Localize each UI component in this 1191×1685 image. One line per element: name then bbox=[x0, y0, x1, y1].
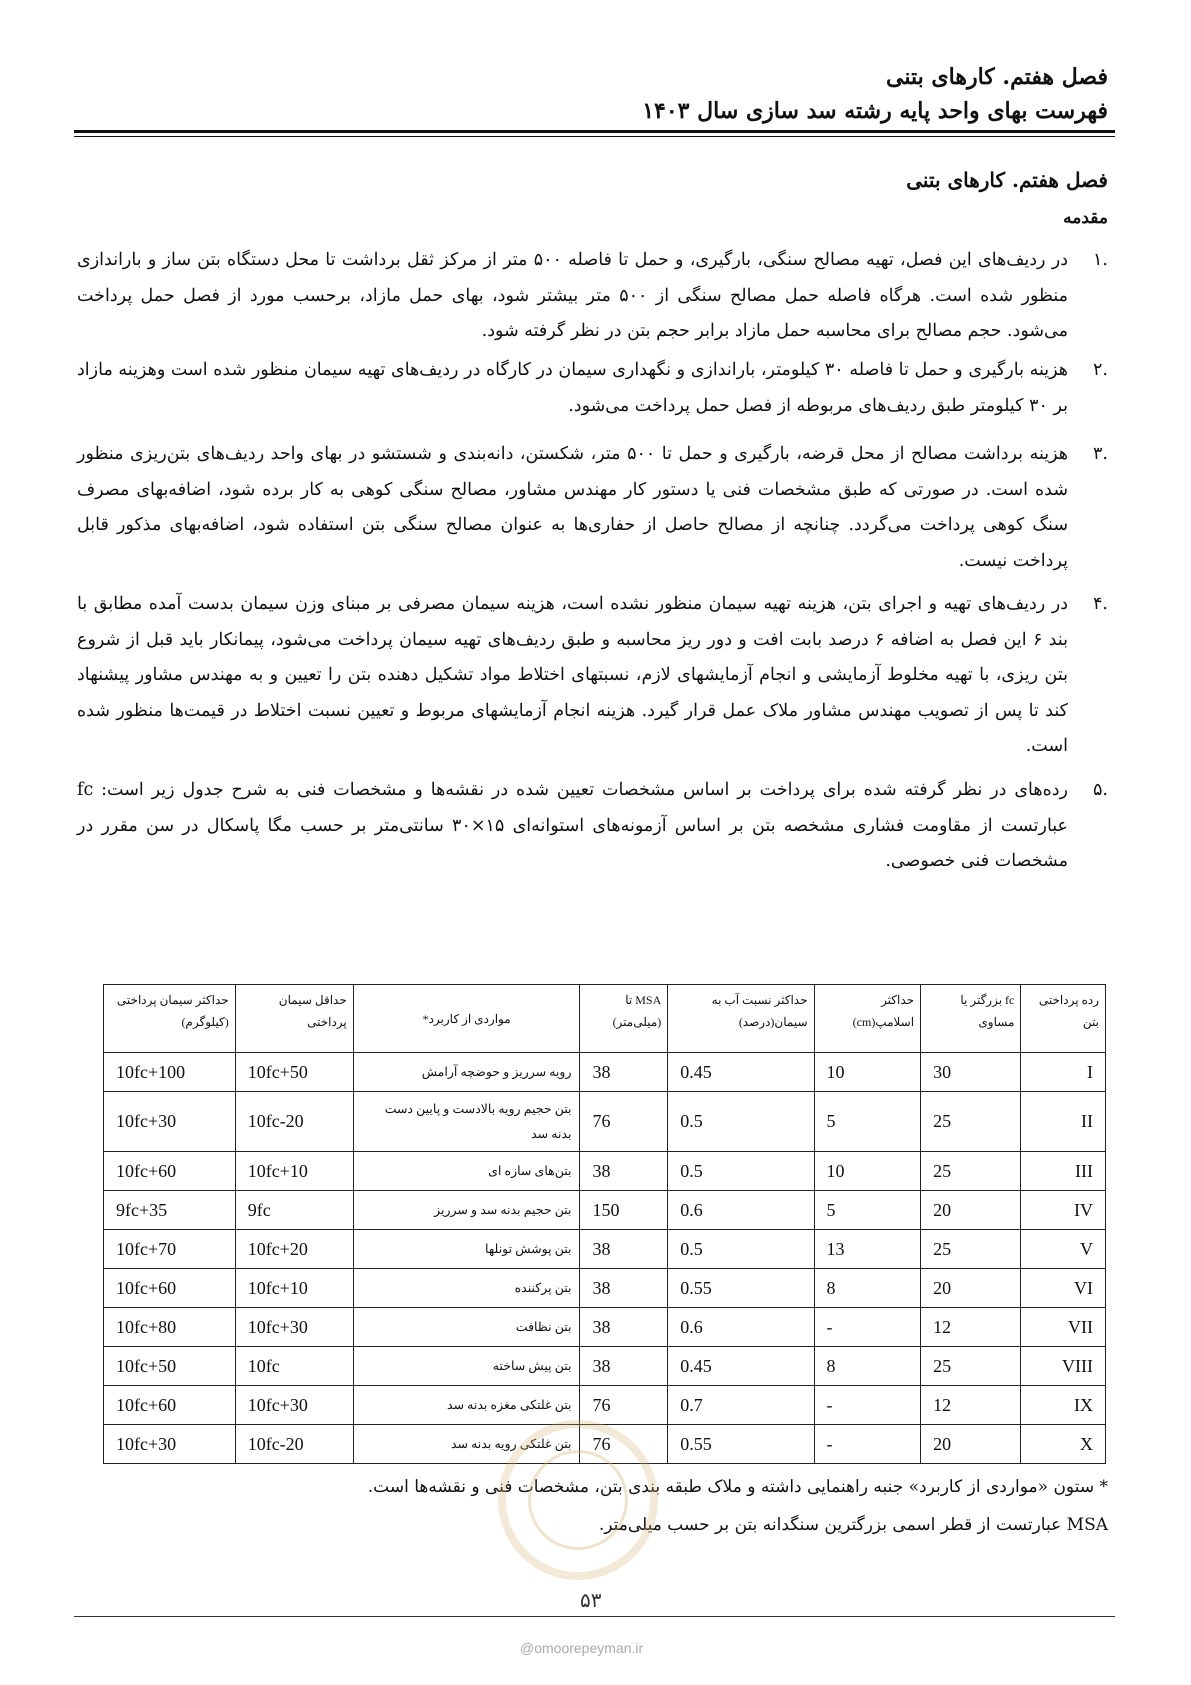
cell-water-cement: 0.5 bbox=[668, 1092, 814, 1152]
cell-usage: بتن نظافت bbox=[353, 1308, 580, 1347]
cell-grade: VI bbox=[1021, 1269, 1106, 1308]
cell-fc: 30 bbox=[921, 1053, 1021, 1092]
table-header-row bbox=[104, 985, 1106, 1053]
table-body bbox=[104, 1053, 1106, 1464]
cell-slump: - bbox=[814, 1425, 921, 1464]
cell-fc: 12 bbox=[921, 1308, 1021, 1347]
cell-min-cement: 10fc+30 bbox=[235, 1308, 353, 1347]
cell-fc: 12 bbox=[921, 1386, 1021, 1425]
table-row bbox=[104, 1386, 1106, 1425]
header-chapter-title: فصل هفتم. کارهای بتنی bbox=[886, 64, 1108, 90]
cell-msa: 76 bbox=[580, 1425, 668, 1464]
table-row bbox=[104, 1308, 1106, 1347]
header-document-title: فهرست بهای واحد پایه رشته سد سازی سال ۱۴۰۳ bbox=[642, 98, 1108, 124]
cell-max-cement: 10fc+60 bbox=[104, 1386, 236, 1425]
cell-max-cement: 10fc+100 bbox=[104, 1053, 236, 1092]
paragraph-text: هزینه بارگیری و حمل تا فاصله ۳۰ کیلومتر، باراندازی و نگهداری سیمان در کارگاه در ردیف‌های تهیه سیمان منظور شده است وهزینه مازاد بر ۳۰ کیلومتر طبق ردیف‌های مربوطه از فصل حمل پرداخت می‌شود. bbox=[77, 360, 1068, 416]
cell-min-cement: 9fc bbox=[235, 1191, 353, 1230]
paragraph-number: .۱ bbox=[1093, 250, 1108, 270]
cell-water-cement: 0.7 bbox=[668, 1386, 814, 1425]
paragraph-text: در ردیف‌های این فصل، تهیه مصالح سنگی، بارگیری، و حمل تا فاصله ۵۰۰ متر از مرکز ثقل برداشت تا محل دستگاه بتن ساز و باراندازی منظور شده است. هرگاه فاصله حمل مصالح سنگی از ۵۰۰ متر بیشتر شود، بهای حمل مازاد، برحسب مورد از فصل حمل پرداخت می‌شود. حجم مصالح برای محاسبه حمل مازاد برابر حجم بتن در نظر گرفته شود. bbox=[77, 250, 1068, 341]
concrete-grade-table-wrap bbox=[103, 984, 1106, 1464]
cell-slump: - bbox=[814, 1308, 921, 1347]
cell-msa: 38 bbox=[580, 1230, 668, 1269]
header-slump: حداکثر اسلامپ(cm) bbox=[814, 985, 921, 1053]
cell-slump: - bbox=[814, 1386, 921, 1425]
cell-slump: 13 bbox=[814, 1230, 921, 1269]
cell-msa: 38 bbox=[580, 1347, 668, 1386]
footer-url: @omoorepeyman.ir bbox=[520, 1640, 644, 1656]
cell-water-cement: 0.45 bbox=[668, 1053, 814, 1092]
cell-fc: 20 bbox=[921, 1191, 1021, 1230]
cell-msa: 76 bbox=[580, 1386, 668, 1425]
cell-slump: 5 bbox=[814, 1191, 921, 1230]
cell-usage: رویه سرریز و حوضچه آرامش bbox=[353, 1053, 580, 1092]
cell-grade: VIII bbox=[1021, 1347, 1106, 1386]
usage-footnote: * ستون «مواردی از کاربرد» جنبه راهنمایی داشته و ملاک طبقه بندی بتن، مشخصات فنی و نقشه‌ها است. bbox=[367, 1477, 1108, 1497]
cell-usage: بتن حجیم بدنه سد و سرریز bbox=[353, 1191, 580, 1230]
cell-min-cement: 10fc+10 bbox=[235, 1152, 353, 1191]
table-row bbox=[104, 1230, 1106, 1269]
cell-water-cement: 0.45 bbox=[668, 1347, 814, 1386]
cell-grade: V bbox=[1021, 1230, 1106, 1269]
header-min-cement: حداقل سیمان پرداختی bbox=[235, 985, 353, 1053]
cell-slump: 8 bbox=[814, 1347, 921, 1386]
paragraph-number: .۵ bbox=[1093, 780, 1108, 800]
cell-fc: 25 bbox=[921, 1230, 1021, 1269]
cell-grade: IX bbox=[1021, 1386, 1106, 1425]
cell-water-cement: 0.55 bbox=[668, 1269, 814, 1308]
seal-inner-ring bbox=[528, 1450, 628, 1550]
chapter-title: فصل هفتم. کارهای بتنی bbox=[906, 168, 1108, 192]
cell-min-cement: 10fc+50 bbox=[235, 1053, 353, 1092]
table-row bbox=[104, 1191, 1106, 1230]
cell-usage: بتن غلتکی رویه بدنه سد bbox=[353, 1425, 580, 1464]
cell-max-cement: 10fc+50 bbox=[104, 1347, 236, 1386]
header-max-cement: حداکثر سیمان پرداختی (کیلوگرم) bbox=[104, 985, 236, 1053]
cell-usage: بتن غلتکی مغزه بدنه سد bbox=[353, 1386, 580, 1425]
cell-min-cement: 10fc+20 bbox=[235, 1230, 353, 1269]
paragraph-2 bbox=[77, 353, 1108, 433]
table-row bbox=[104, 1269, 1106, 1308]
header-usage: مواردی از کاربرد* bbox=[353, 985, 580, 1053]
header-fc: fc بزرگتر یا مساوی bbox=[921, 985, 1021, 1053]
cell-grade: I bbox=[1021, 1053, 1106, 1092]
cell-usage: بتن پرکننده bbox=[353, 1269, 580, 1308]
cell-fc: 20 bbox=[921, 1425, 1021, 1464]
cell-fc: 20 bbox=[921, 1269, 1021, 1308]
cell-max-cement: 10fc+60 bbox=[104, 1152, 236, 1191]
header-msa: MSA تا (میلی‌متر) bbox=[580, 985, 668, 1053]
cell-slump: 10 bbox=[814, 1053, 921, 1092]
header-rule-thin bbox=[74, 136, 1115, 137]
cell-fc: 25 bbox=[921, 1152, 1021, 1191]
cell-min-cement: 10fc+10 bbox=[235, 1269, 353, 1308]
cell-msa: 38 bbox=[580, 1152, 668, 1191]
cell-msa: 38 bbox=[580, 1053, 668, 1092]
cell-water-cement: 0.6 bbox=[668, 1191, 814, 1230]
cell-msa: 76 bbox=[580, 1092, 668, 1152]
table-row bbox=[104, 1347, 1106, 1386]
cell-usage: بتن‌های سازه ای bbox=[353, 1152, 580, 1191]
cell-msa: 38 bbox=[580, 1308, 668, 1347]
intro-heading: مقدمه bbox=[1063, 208, 1108, 228]
paragraph-text: در ردیف‌های تهیه و اجرای بتن، هزینه تهیه سیمان منظور نشده است، هزینه سیمان مصرفی بر مبنای وزن سیمان بدست آمده مطابق با بند ۶ این فصل به اضافه ۶ درصد بابت افت و دور ریز محاسبه و طبق ردیف‌های تهیه سیمان پرداخت می‌شود، پیمانکار باید قبل از شروع بتن ریزی، با تهیه مخلوط آزمایشی و انجام آزمایشهای لازم، نسبتهای اختلاط مواد تشکیل دهنده بتن را تعیین و به مهندس مشاور پیشنهاد کند تا پس از تصویب مهندس مشاور ملاک عمل قرار گیرد. هزینه انجام آزمایشهای مربوط و تعیین نسبت اختلاط در قیمت‌ها منظور شده است. bbox=[77, 594, 1069, 756]
paragraph-number: .۲ bbox=[1093, 360, 1108, 380]
paragraph-4 bbox=[77, 587, 1108, 767]
cell-max-cement: 10fc+30 bbox=[104, 1092, 236, 1152]
cell-slump: 5 bbox=[814, 1092, 921, 1152]
cell-grade: VII bbox=[1021, 1308, 1106, 1347]
paragraph-1 bbox=[77, 243, 1108, 349]
header-rule-thick bbox=[74, 130, 1115, 133]
cell-min-cement: 10fc-20 bbox=[235, 1092, 353, 1152]
cell-water-cement: 0.55 bbox=[668, 1425, 814, 1464]
paragraph-text: هزینه برداشت مصالح از محل قرضه، بارگیری و حمل تا ۵۰۰ متر، شکستن، دانه‌بندی و شستشو در بهای واحد ردیف‌های بتن‌ریزی منظور شده است. در صورتی که طبق مشخصات فنی یا دستور کار مهندس مشاور، مصالح سنگی کوهی به کار برده شود، اضافه‌بهای مصرف سنگ کوهی پرداخت می‌گردد. چنانچه از مصالح حاصل از حفاری‌ها به عنوان مصالح سنگی بتن استفاده شود، اضافه‌بهای مذکور قابل پرداخت نیست. bbox=[77, 444, 1068, 571]
cell-fc: 25 bbox=[921, 1347, 1021, 1386]
cell-max-cement: 9fc+35 bbox=[104, 1191, 236, 1230]
cell-usage: بتن پوشش تونلها bbox=[353, 1230, 580, 1269]
cell-max-cement: 10fc+60 bbox=[104, 1269, 236, 1308]
paragraph-number: .۴ bbox=[1093, 594, 1108, 614]
table-row bbox=[104, 1092, 1106, 1152]
cell-min-cement: 10fc-20 bbox=[235, 1425, 353, 1464]
page-header bbox=[77, 60, 1108, 128]
cell-usage: بتن پیش ساخته bbox=[353, 1347, 580, 1386]
cell-max-cement: 10fc+30 bbox=[104, 1425, 236, 1464]
paragraph-text: رده‌های در نظر گرفته شده برای پرداخت بر اساس مشخصات تعیین شده در نقشه‌ها و مشخصات فنی به شرح جدول زیر است: fc عبارتست از مقاومت فشاری مشخصه بتن بر اساس آزمونه‌های استوانه‌ای ۱۵×۳۰ سانتی‌متر بر حسب مگا پاسکال در سن مقرر در مشخصات فنی خصوصی. bbox=[77, 780, 1069, 871]
paragraph-number: .۳ bbox=[1093, 444, 1108, 464]
paragraph-3 bbox=[77, 437, 1108, 583]
cell-water-cement: 0.5 bbox=[668, 1152, 814, 1191]
cell-usage: بتن حجیم رویه بالادست و پایین دست بدنه سد bbox=[353, 1092, 580, 1152]
cell-max-cement: 10fc+80 bbox=[104, 1308, 236, 1347]
cell-min-cement: 10fc bbox=[235, 1347, 353, 1386]
footer-rule bbox=[74, 1616, 1115, 1617]
cell-max-cement: 10fc+70 bbox=[104, 1230, 236, 1269]
publisher-seal-watermark bbox=[498, 1420, 658, 1580]
cell-msa: 38 bbox=[580, 1269, 668, 1308]
cell-grade: IV bbox=[1021, 1191, 1106, 1230]
concrete-grade-table bbox=[103, 984, 1106, 1464]
cell-slump: 8 bbox=[814, 1269, 921, 1308]
introduction-paragraphs bbox=[77, 243, 1108, 880]
paragraph-5 bbox=[77, 773, 1108, 880]
cell-water-cement: 0.5 bbox=[668, 1230, 814, 1269]
table-row bbox=[104, 1053, 1106, 1092]
cell-water-cement: 0.6 bbox=[668, 1308, 814, 1347]
cell-grade: III bbox=[1021, 1152, 1106, 1191]
msa-definition: MSA عبارتست از قطر اسمی بزرگترین سنگدانه بتن بر حسب میلی‌متر. bbox=[598, 1515, 1108, 1535]
cell-min-cement: 10fc+30 bbox=[235, 1386, 353, 1425]
cell-msa: 150 bbox=[580, 1191, 668, 1230]
cell-grade: X bbox=[1021, 1425, 1106, 1464]
cell-grade: II bbox=[1021, 1092, 1106, 1152]
table-row bbox=[104, 1152, 1106, 1191]
page-number: ۵۳ bbox=[580, 1588, 602, 1612]
cell-fc: 25 bbox=[921, 1092, 1021, 1152]
header-water-cement: حداکثر نسبت آب به سیمان(درصد) bbox=[668, 985, 814, 1053]
header-grade: رده پرداختی بتن bbox=[1021, 985, 1106, 1053]
cell-slump: 10 bbox=[814, 1152, 921, 1191]
